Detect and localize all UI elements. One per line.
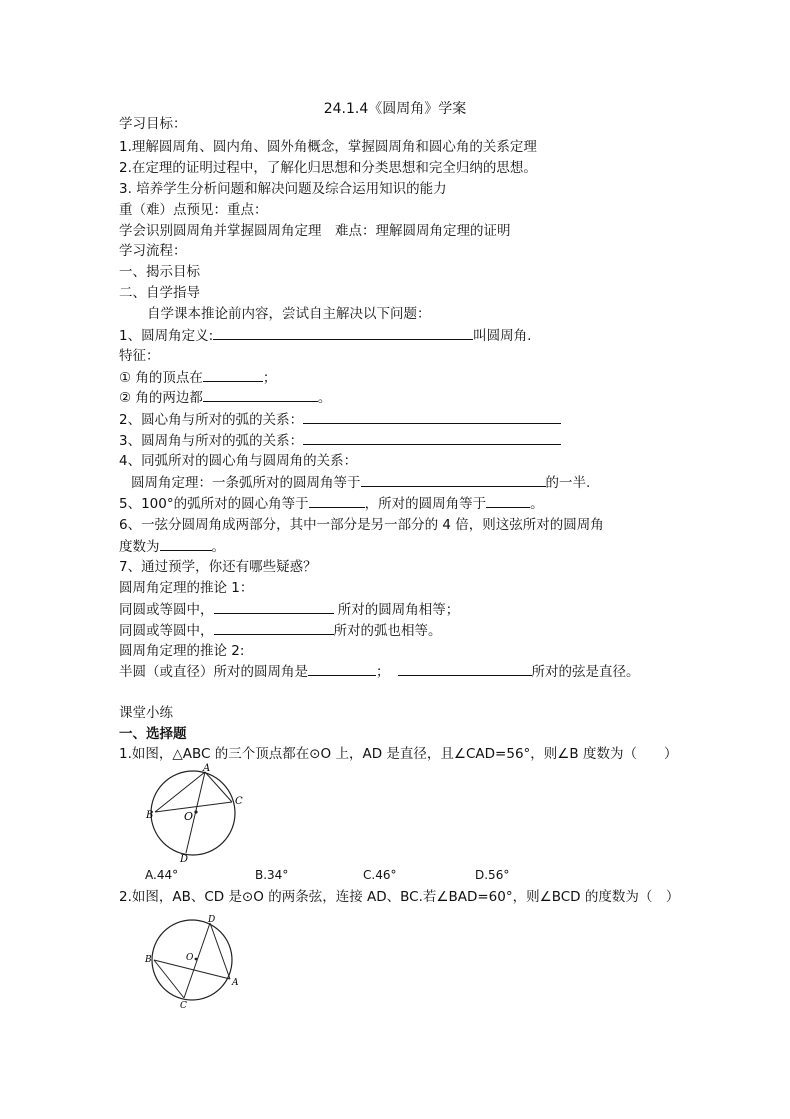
q5-suffix: 。 <box>530 496 544 512</box>
cor2-middle: ； <box>376 664 390 680</box>
goal-1: 1.理解圆周角、圆内角、圆外角概念，掌握圆周角和圆心角的关系定理 <box>119 139 537 155</box>
cor2-blank-1[interactable] <box>308 662 376 676</box>
features-heading: 特征： <box>119 348 160 364</box>
question-6: 6、一弦分圆周角成两部分，其中一部分是另一部分的 4 倍，则这弦所对的圆周角 <box>119 517 604 533</box>
feature-1 <box>119 368 276 388</box>
cor2-blank-2[interactable] <box>398 662 532 676</box>
theorem-blank[interactable] <box>361 473 546 487</box>
q6-prefix: 度数为 <box>119 539 160 555</box>
section-1: 一、揭示目标 <box>119 264 200 280</box>
q2-blank[interactable] <box>303 410 561 424</box>
cor2-prefix: 半圆（或直径）所对的圆周角是 <box>119 664 308 680</box>
fig2-label-c: C <box>180 1001 187 1010</box>
corollary-1-line-2 <box>119 621 442 641</box>
corollary-2-heading: 圆周角定理的推论 2: <box>119 643 245 659</box>
corollary-2-line <box>119 662 640 682</box>
key-line: 学会识别圆周角并掌握圆周角定理 难点：理解圆周角定理的证明 <box>119 223 511 239</box>
multiple-choice-heading: 一、选择题 <box>119 726 187 742</box>
option-a[interactable]: A.44° <box>145 868 179 882</box>
goal-3: 3. 培养学生分析问题和解决问题及综合运用知识的能力 <box>119 181 447 197</box>
intro-text: 自学课本推论前内容，尝试自主解决以下问题： <box>147 306 431 322</box>
cor1-l2-suffix: 所对的弧也相等。 <box>333 623 442 639</box>
cor1-l1-prefix: 同圆或等圆中， <box>119 602 214 618</box>
fig1-label-d: D <box>180 854 189 865</box>
question-7: 7、通过预学，你还有哪些疑惑？ <box>119 559 317 575</box>
question-5 <box>119 494 544 514</box>
fig1-center-point <box>194 810 197 813</box>
cor2-suffix: 所对的弦是直径。 <box>531 664 640 680</box>
corollary-1-heading: 圆周角定理的推论 1： <box>119 580 254 596</box>
question-2 <box>119 410 561 430</box>
q3-text: 3、圆周角与所对的弧的关系： <box>119 433 304 449</box>
f1-blank[interactable] <box>203 368 263 382</box>
fig2-label-d: D <box>208 915 216 925</box>
fig1-label-c: C <box>235 796 243 807</box>
practice-heading: 课堂小练 <box>119 705 173 721</box>
section-2: 二、自学指导 <box>119 285 200 301</box>
q5-prefix: 5、100°的弧所对的圆心角等于 <box>119 496 309 512</box>
figure-2-circle-diagram <box>140 915 250 1010</box>
q5-blank-1[interactable] <box>309 494 365 508</box>
feature-2 <box>119 388 331 408</box>
q1-suffix: 叫圆周角. <box>473 328 532 344</box>
question-3 <box>119 431 561 451</box>
fig1-label-o: O <box>184 810 194 823</box>
fig1-side-ac <box>205 772 232 802</box>
f2-blank[interactable] <box>203 388 318 402</box>
option-d[interactable]: D.56° <box>475 868 510 882</box>
key-heading: 重（难）点预见：重点： <box>119 202 268 218</box>
theorem-prefix: 圆周角定理：一条弧所对的圆周角等于 <box>131 475 361 491</box>
q3-blank[interactable] <box>303 431 561 445</box>
fig1-side-bc <box>155 802 232 812</box>
process-heading: 学习流程： <box>119 243 187 259</box>
goal-2: 2.在定理的证明过程中，了解化归思想和分类思想和完全归纳的思想。 <box>119 160 537 176</box>
q5-middle: ，所对的圆周角等于 <box>364 496 487 512</box>
page-title: 24.1.4《圆周角》学案 <box>323 101 467 117</box>
f2-prefix: ② 角的两边都 <box>119 390 203 406</box>
fig1-label-b: B <box>146 810 154 821</box>
option-c[interactable]: C.46° <box>363 868 397 882</box>
cor1-blank-2[interactable] <box>214 621 334 635</box>
question-1-options <box>145 868 509 882</box>
fig2-label-a: A <box>232 978 239 988</box>
q1-blank[interactable] <box>213 326 473 340</box>
cor1-blank-1[interactable] <box>214 600 334 614</box>
f2-suffix: 。 <box>317 390 332 406</box>
option-b[interactable]: B.34° <box>255 868 289 882</box>
fig2-label-b: B <box>145 955 152 965</box>
theorem-line <box>131 473 590 493</box>
fig2-label-o: O <box>186 953 194 963</box>
cor1-l1-suffix: 所对的圆周角相等； <box>333 602 460 618</box>
q6-blank[interactable] <box>160 537 212 551</box>
q5-blank-2[interactable] <box>486 494 530 508</box>
corollary-1-line-1 <box>119 600 459 620</box>
fig2-center-point <box>195 958 198 961</box>
q1-prefix: 1、圆周角定义: <box>119 328 214 344</box>
practice-question-1: 1.如图，△ABC 的三个顶点都在⊙O 上，AD 是直径，且∠CAD=56°，则∠B 度数为（ ） <box>119 746 678 762</box>
question-4: 4、同弧所对的圆心角与圆周角的关系： <box>119 453 358 469</box>
goals-heading: 学习目标： <box>119 116 187 132</box>
figure-1-circle-diagram <box>140 760 250 865</box>
fig1-label-a: A <box>203 763 211 774</box>
question-1 <box>119 326 531 346</box>
q2-text: 2、圆心角与所对的弧的关系： <box>119 412 304 428</box>
practice-question-2: 2.如图，AB、CD 是⊙O 的两条弦，连接 AD、BC.若∠BAD=60°，则∠BCD 的度数为（ ） <box>119 889 680 905</box>
theorem-suffix: 的一半. <box>545 475 591 491</box>
cor1-l2-prefix: 同圆或等圆中， <box>119 623 214 639</box>
question-6-cont <box>119 537 225 557</box>
q6-suffix: 。 <box>211 539 225 555</box>
f1-suffix: ； <box>262 370 277 386</box>
f1-prefix: ① 角的顶点在 <box>119 370 203 386</box>
